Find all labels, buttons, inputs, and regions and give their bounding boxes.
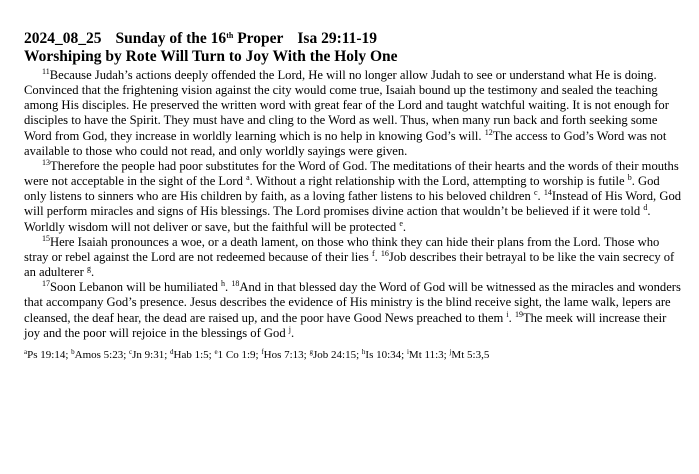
footnote: $^a$Ps 19:14; — [24, 347, 72, 361]
paragraph: $^{13}$Therefore the people had poor substitutes for the Word of God. The meditations of their hearts and the words of their mouths were not acceptable in the sight of the Lord $^a$. Without a right relationship with the Lord, attempting to worship is futile $^b$. God only listens to sinners who are His children by faith, as a loving father listens to his beloved children $^c$. $^{14}$Instead of His Word, God will perform miracles and signs of His blessings. The Lord promises divine action that wouldn’t be believed if it were told $^d$. Worldly wisdom will not deliver or save, but the faithful will be protected $^e$. — [24, 157, 682, 234]
scripture-reference: Isa 29:11-19 — [297, 30, 378, 47]
document-header — [24, 30, 684, 66]
footnote-marker: d — [643, 203, 648, 213]
verse-number: 16 — [380, 248, 389, 258]
document-title: Worshiping by Rote Will Turn to Joy With the Holy One — [24, 48, 398, 65]
footnote-marker: c — [533, 188, 538, 198]
footnote-marker: a — [246, 173, 250, 183]
footnotes — [24, 348, 684, 362]
verse-number: 13 — [42, 157, 50, 167]
sunday-label: Sunday of the 16th Proper — [115, 30, 284, 47]
verse-number: 17 — [42, 279, 50, 289]
footnote-marker: b — [627, 173, 632, 183]
verse-number: 15 — [42, 233, 50, 243]
document-page — [24, 30, 684, 362]
paragraph: $^{15}$Here Isaiah pronounces a woe, or a death lament, on those who think they can hide their plans from the Lord. Those who stray or rebel against the Lord are not redeemed because of their lies $^f$. $^{16}$Job describes their betrayal to be like the vain secrecy of an adulterer $^g$. — [24, 233, 675, 280]
footnote-marker: e — [399, 218, 403, 228]
footnote: $^i$Mt 11:3; — [406, 347, 450, 361]
footnote: $^b$Amos 5:23; — [71, 347, 130, 361]
paragraph: $^{11}$Because Judah’s actions deeply offended the Lord, He will no longer allow Judah to see or understand what He is doing. Convinced that the frightening vision against the city would come true, Isaiah bound up the testimony and sealed the teaching among His disciples. He preserved the written word with great fear of the Lord and taught watchful waiting. It is not enough for disciples to have the Spirit. They must have and cling to the Word as well. Thus, when many run back and forth seeking some Word from God, they increase in worldly learning which is no help in knowing God’s will. $^{12}$The access to God’s Word was not available to those who could not read, and only worldly sayings were given. — [24, 67, 669, 158]
verse-number: 14 — [543, 188, 552, 198]
footnote-marker: f — [371, 248, 375, 258]
footnote-marker: h — [221, 279, 226, 289]
footnote-marker: i — [506, 309, 509, 319]
footnote: $^j$Mt 5:3,5 — [449, 347, 490, 361]
footnote: $^e$1 Co 1:9; — [214, 347, 262, 361]
verse-number: 11 — [42, 67, 50, 76]
verse-number: 12 — [484, 127, 493, 137]
footnote: $^h$Is 10:34; — [361, 347, 407, 361]
footnote: $^g$Job 24:15; — [309, 347, 362, 361]
header-line — [24, 30, 684, 48]
verse-number: 19 — [514, 309, 523, 319]
paragraph: $^{17}$Soon Lebanon will be humiliated $^h$. $^{18}$And in that blessed day the Word of God will be witnessed as the miracles and wonders that accompany God’s presence. Jesus describes the evidence of His ministry is the blind receive sight, the lame walk, lepers are cleansed, the deaf hear, the dead are raised up, and the poor have Good News preached to them $^i$. $^{19}$The meek will increase their joy and the poor will rejoice in the blessings of God $^j$. — [24, 279, 681, 340]
verse-number: 18 — [231, 279, 240, 289]
footnote: $^c$Jn 9:31; — [129, 347, 171, 361]
footnote-marker: j — [288, 324, 292, 334]
date-label: 2024_08_25 — [24, 30, 102, 47]
footnote: $^d$Hab 1:5; — [170, 347, 215, 361]
footnote: $^f$Hos 7:13; — [261, 347, 310, 361]
footnote-marker: g — [86, 264, 91, 274]
commentary-body — [24, 68, 684, 341]
